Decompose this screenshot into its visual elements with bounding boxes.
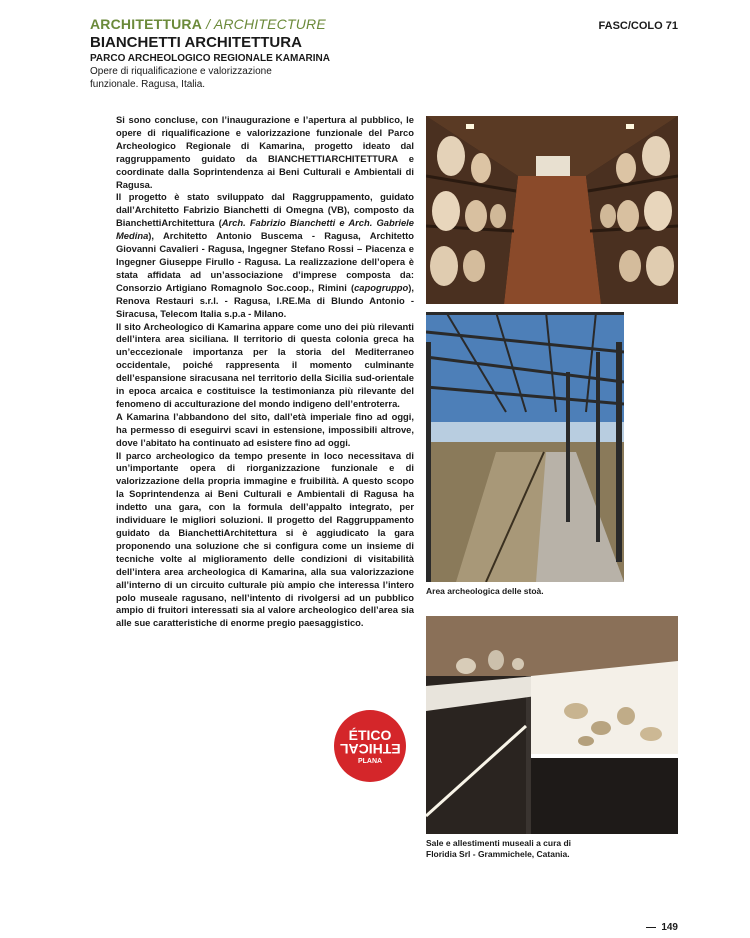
photo-caption — [426, 838, 626, 860]
body-paragraph: A Kamarina l’abbandono del sito, dall’età imperiale fino ad oggi, ha permesso di eseguirvi scavi in estensione, impossibili altrove, dove l’abitato ha continuato ad esistere fino ad oggi. — [116, 410, 414, 448]
article-subtitle: PARCO ARCHEOLOGICO REGIONALE KAMARINA — [90, 53, 330, 64]
photo-museum-display — [426, 616, 678, 834]
logo-line: ÉTICO — [348, 726, 392, 743]
section-label — [90, 16, 326, 32]
etico-ethical-logo — [334, 710, 406, 782]
issue-number: FASC/COLO 71 — [598, 20, 678, 32]
section-english: ARCHITECTURE — [213, 16, 326, 32]
logo-line: ETHICAL — [339, 740, 401, 757]
body-paragraph: Il parco archeologico da tempo presente in loco necessitava di un’importante opera di riorganizzazione funzionale e di valorizzazione della propria immagine e fruibilità. A questo scopo la Soprintendenza ai Beni Culturali e Ambientali di Ragusa ha indetto una gara, con la formula dell’appalto integrato, per individuare le migliori soluzioni. Il progetto del Raggruppamento guidato da BianchettiArchitettura si è aggiudicato la gara proponendo una soluzione che si configura come un insieme di tecniche volte al miglioramento delle condizioni di visitabilità dell’intera area archeologica di Kamarina, alla sua valorizzazione all’interno di un circuito culturale più ampio che interessa l’intero polo museale ragusano, nell’intento di rivolgersi ad un pubblico ampio di fruitori interessati sia al valore archeologico dell’area sia alle sue caratteristiche di enorme pregio paesaggistico. — [116, 449, 414, 629]
logo-line: PLANA — [357, 757, 383, 765]
section-italian: ARCHITETTURA — [90, 16, 203, 32]
article-body — [116, 114, 414, 630]
body-paragraph: Si sono concluse, con l’inaugurazione e l’apertura al pubblico, le opere di riqualificazione e valorizzazione funzionale del Parco Archeologico Regionale di Kamarina, progetto ideato dal raggruppamento guidato da BIANCHETTIARCHITETTURA e coordinate dalla Soprintendenza ai Beni Culturali e Ambientali di Ragusa. — [116, 114, 414, 190]
description-line: Opere di riqualificazione e valorizzazione — [90, 66, 272, 77]
body-paragraph: Il sito Archeologico di Kamarina appare come uno dei più rilevanti dell’intera area siciliana. Il territorio di questa colonia greca ha un’eccezionale importanza per la storia del Mediterraneo occidentale, poiché rappresenta il momento culminante dell’espansione siracusana nel territorio della Sicilia sud-orientale in epoca arcaica e costituisce la testimonianza più rilevante del fenomeno di acculturazione del mondo indigeno dell’entroterra. — [116, 320, 414, 409]
text-italic: Arch. Fabrizio Bianchetti e Arch. Gabriele Medina — [116, 217, 414, 242]
text-span: Il progetto è stato sviluppato dal Raggruppamento, guidato dall’Architetto Fabrizio Bianchetti di Omegna (VB), composto da BianchettiArchitettura ( — [116, 191, 414, 229]
photo-amphorae-storage — [426, 116, 678, 304]
page-number: 149 — [646, 922, 678, 933]
section-separator: / — [202, 16, 214, 32]
article-description — [90, 66, 330, 91]
article-title: BIANCHETTI ARCHITETTURA — [90, 34, 302, 51]
description-line: funzionale. Ragusa, Italia. — [90, 78, 206, 90]
caption-line: Floridia Srl - Grammichele, Catania. — [426, 849, 570, 859]
text-span: ), Renova Restauri s.r.l. - Ragusa, I.RE.Ma di Blundo Antonio - Siracusa, Telecom Italia s.p.a - Milano. — [116, 281, 414, 319]
body-paragraph — [116, 191, 414, 320]
photo-stoa-canopy — [426, 312, 624, 582]
photo-caption: Area archeologica delle stoà. — [426, 586, 544, 596]
text-italic: capogruppo — [354, 281, 409, 293]
caption-line: Sale e allestimenti museali a cura di — [426, 838, 572, 848]
text-span: ), Architetto Antonio Buscema - Ragusa, Architetto Giovanni Cavalieri - Ragusa, Ingegner Stefano Rossi – Piacenza e Ingegner Giuseppe Firullo - Ragusa. La realizzazione dell’opera è stata affidata ad un’associazione d’imprese composta da: Consorzio Artigiano Romagnolo Soc.coop., Rimini ( — [116, 230, 414, 293]
